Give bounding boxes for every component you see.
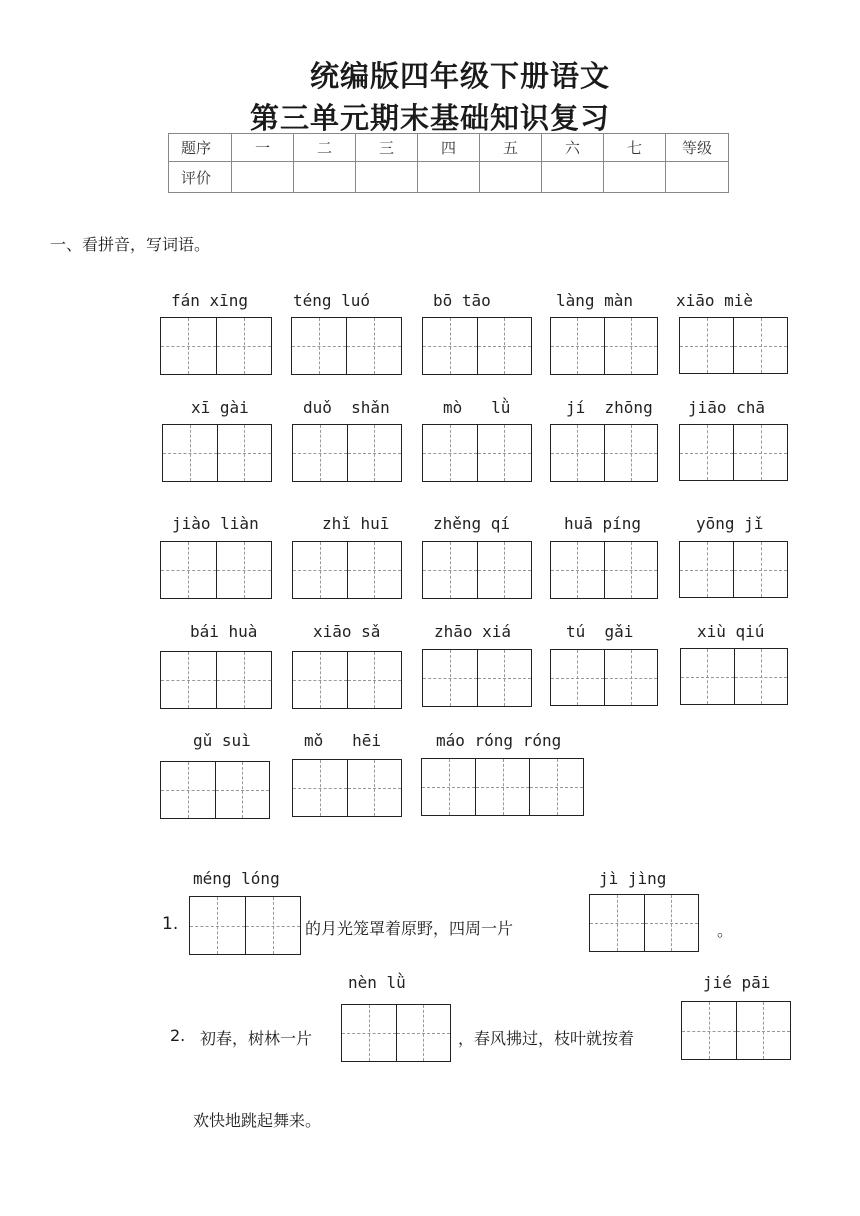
answer-grid[interactable] — [160, 541, 272, 599]
pinyin-label: zhěng qí — [433, 514, 511, 533]
pinyin-label: nèn lǜ — [348, 973, 406, 992]
sentence1-text: 的月光笼罩着原野，四周一片 — [305, 919, 514, 938]
pinyin-label: jiào liàn — [172, 514, 259, 533]
pinyin-label: bái huà — [190, 622, 258, 641]
pinyin-label: fán xīng — [171, 291, 249, 310]
sentence1-number: 1. — [162, 914, 179, 934]
pinyin-label: zhǐ huī — [322, 514, 390, 533]
score-col-2: 二 — [294, 134, 356, 162]
answer-grid[interactable] — [189, 896, 301, 955]
score-row2-label: 评价 — [169, 162, 232, 193]
pinyin-label: tú gǎi — [566, 622, 634, 641]
pinyin-label: yōng jǐ — [696, 514, 764, 533]
answer-grid[interactable] — [589, 894, 699, 952]
pinyin-label: duǒ shǎn — [303, 398, 390, 417]
score-col-1: 一 — [232, 134, 294, 162]
pinyin-label: jié pāi — [703, 973, 771, 992]
answer-grid[interactable] — [292, 759, 402, 817]
score-col-3: 三 — [356, 134, 418, 162]
score-cell[interactable] — [480, 162, 542, 193]
pinyin-label: xiù qiú — [697, 622, 765, 641]
sentence2-prefix: 初春，树林一片 — [200, 1029, 313, 1048]
score-cell[interactable] — [356, 162, 418, 193]
pinyin-label: jiāo chā — [688, 398, 766, 417]
answer-grid[interactable] — [421, 758, 584, 816]
section1-heading: 一、看拼音，写词语。 — [50, 235, 211, 254]
answer-grid[interactable] — [291, 317, 402, 375]
page-title-line2: 第三单元期末基础知识复习 — [249, 101, 610, 135]
pinyin-label: mò lǜ — [443, 398, 511, 417]
pinyin-label: téng luó — [293, 291, 371, 310]
answer-grid[interactable] — [550, 424, 658, 482]
sentence2-continuation: 欢快地跳起舞来。 — [193, 1111, 322, 1130]
answer-grid[interactable] — [160, 317, 272, 375]
answer-grid[interactable] — [160, 651, 272, 709]
pinyin-label: zhāo xiá — [434, 622, 512, 641]
answer-grid[interactable] — [422, 541, 532, 599]
pinyin-label: jí zhōng — [566, 398, 653, 417]
score-cell[interactable] — [418, 162, 480, 193]
pinyin-label: xiāo miè — [676, 291, 754, 310]
page-title-line1: 统编版四年级下册语文 — [309, 59, 610, 93]
pinyin-label: làng màn — [556, 291, 634, 310]
score-cell[interactable] — [294, 162, 356, 193]
answer-grid[interactable] — [292, 541, 402, 599]
answer-grid[interactable] — [550, 317, 658, 375]
answer-grid[interactable] — [679, 424, 788, 481]
answer-grid[interactable] — [292, 424, 402, 482]
score-col-grade: 等级 — [666, 134, 729, 162]
pinyin-label: méng lóng — [193, 869, 280, 888]
answer-grid[interactable] — [680, 648, 788, 705]
pinyin-label: gǔ suì — [193, 731, 251, 750]
answer-grid[interactable] — [550, 541, 658, 599]
score-row1-label: 题序 — [169, 134, 232, 162]
score-col-6: 六 — [542, 134, 604, 162]
pinyin-label: huā píng — [564, 514, 642, 533]
answer-grid[interactable] — [679, 317, 788, 374]
score-table — [168, 133, 729, 193]
pinyin-label: máo róng róng — [436, 731, 562, 750]
answer-grid[interactable] — [160, 761, 270, 819]
answer-grid[interactable] — [422, 317, 532, 375]
pinyin-label: jì jìng — [599, 869, 667, 888]
sentence1-end: 。 — [717, 921, 734, 940]
pinyin-label: xiāo sǎ — [313, 622, 381, 641]
pinyin-label: xī gài — [191, 398, 249, 417]
score-col-7: 七 — [604, 134, 666, 162]
pinyin-label: bō tāo — [433, 291, 491, 310]
pinyin-label: mǒ hēi — [304, 731, 382, 750]
answer-grid[interactable] — [341, 1004, 451, 1062]
answer-grid[interactable] — [292, 651, 402, 709]
score-cell[interactable] — [542, 162, 604, 193]
sentence2-text: ，春风拂过，枝叶就按着 — [458, 1029, 635, 1048]
answer-grid[interactable] — [679, 541, 788, 598]
score-col-5: 五 — [480, 134, 542, 162]
answer-grid[interactable] — [681, 1001, 791, 1060]
score-col-4: 四 — [418, 134, 480, 162]
score-cell[interactable] — [232, 162, 294, 193]
sentence2-number: 2. — [170, 1026, 186, 1045]
score-cell[interactable] — [604, 162, 666, 193]
answer-grid[interactable] — [550, 649, 658, 706]
score-cell[interactable] — [666, 162, 729, 193]
answer-grid[interactable] — [422, 649, 532, 707]
answer-grid[interactable] — [162, 424, 272, 482]
answer-grid[interactable] — [422, 424, 532, 482]
